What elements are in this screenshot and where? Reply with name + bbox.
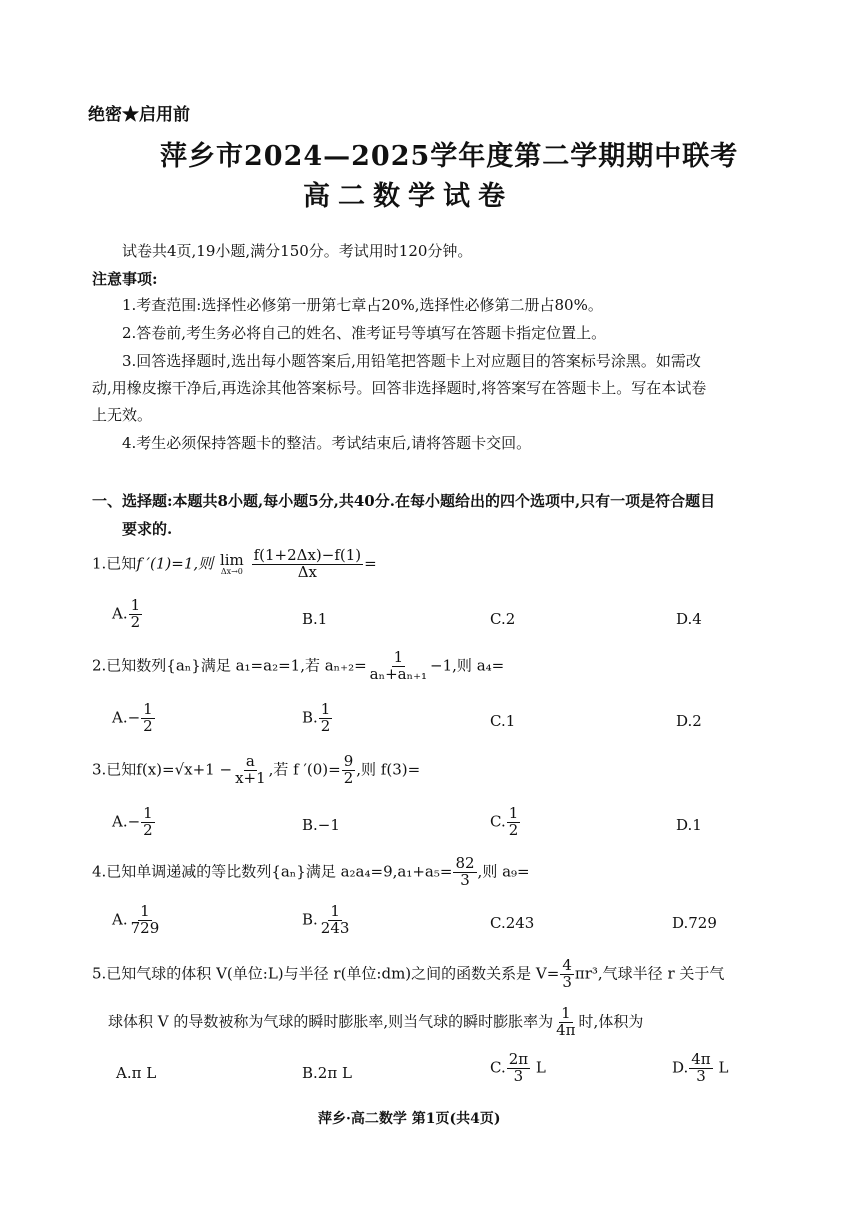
page-footer: 萍乡·高二数学 第1页(共4页) (318, 1111, 501, 1127)
option-den: 2 (143, 716, 153, 735)
q3-fraction-2 (342, 754, 356, 787)
q5-option-b: B.2π L (302, 1064, 352, 1082)
notice-item: 2.答卷前,考生务必将自己的姓名、准考证号等填写在答题卡指定位置上。 (122, 324, 607, 342)
q4-option-b (302, 904, 352, 937)
q2-fraction (368, 650, 429, 683)
notice-heading: 注意事项: (92, 270, 158, 288)
option-label: A.− (112, 812, 141, 831)
q5-line2: 球体积 V 的导数被称为气球的瞬时膨胀率,则当气球的瞬时膨胀率为 (108, 1012, 554, 1031)
option-den: 2 (320, 716, 331, 735)
q1-option-a (112, 598, 143, 631)
secret-label: 绝密★启用前 (88, 105, 190, 125)
option-den: 3 (513, 1066, 524, 1085)
question-5-cont (108, 1006, 643, 1039)
option-unit: L (718, 1058, 729, 1077)
q5-option-c (490, 1052, 546, 1085)
q3-text-tail: ,则 f(3)= (356, 760, 421, 779)
option-unit: L (535, 1058, 546, 1077)
q5-den2: 4π (556, 1020, 576, 1039)
option-num: 1 (320, 700, 331, 718)
q5-fraction-2 (554, 1006, 577, 1039)
q1-num: f(1+2Δx)−f(1) (253, 546, 362, 564)
option-fraction (141, 806, 155, 839)
q5-fraction (560, 958, 574, 991)
q3-option-d: D.1 (676, 816, 702, 834)
option-den: 3 (696, 1066, 706, 1085)
notice-item: 1.考查范围:选择性必修第一册第七章占20%,选择性必修第二册占80%。 (122, 296, 603, 314)
q2-text-tail: −1,则 a₄= (430, 656, 505, 675)
q1-option-d: D.4 (676, 610, 702, 628)
option-fraction (507, 806, 521, 839)
exam-intro: 试卷共4页,19小题,满分150分。考试用时120分钟。 (122, 242, 473, 260)
exam-title: 萍乡市2024—2025学年度第二学期期中联考 (160, 141, 739, 172)
exam-subtitle: 高二数学试卷 (303, 181, 513, 212)
option-den: 2 (508, 820, 519, 839)
option-den: 2 (143, 820, 153, 839)
q5-option-d (672, 1052, 728, 1085)
q1-option-c: C.2 (490, 610, 516, 628)
q2-option-c: C.1 (490, 712, 516, 730)
option-num: 1 (508, 804, 519, 822)
option-label: C. (490, 812, 506, 831)
q1-den: Δx (297, 562, 317, 581)
q3-option-a (112, 806, 156, 839)
q3-option-b: B.−1 (302, 816, 340, 834)
q3-fraction (233, 754, 268, 787)
option-num: 2π (508, 1050, 529, 1068)
option-label: B. (302, 708, 318, 727)
option-den: 243 (320, 918, 350, 937)
option-label: A. (112, 604, 128, 623)
q1-limit (219, 550, 244, 576)
q5-num2: 1 (561, 1004, 571, 1022)
option-num: 1 (330, 902, 340, 920)
q1-prefix: 1.已知 (92, 554, 137, 573)
question-2 (92, 650, 504, 683)
q1-lim: lim (219, 550, 244, 569)
q1-tail: = (364, 554, 377, 573)
question-1 (92, 548, 377, 581)
q4-option-d: D.729 (672, 914, 717, 932)
option-label: D. (672, 1058, 689, 1077)
q3-text-mid: ,若 f ′(0)= (268, 760, 341, 779)
option-fraction (129, 598, 143, 631)
q5-text: 5.已知气球的体积 V(单位:L)与半径 r(单位:dm)之间的函数关系是 V= (92, 964, 560, 983)
q1-lim-sub: Δx→0 (220, 566, 243, 576)
q5-den: 3 (562, 972, 572, 991)
q3-text: 3.已知f(x)=√x+1 − (92, 760, 233, 779)
option-num: 1 (140, 902, 150, 920)
option-fraction (507, 1052, 530, 1085)
q4-text: 4.已知单调递减的等比数列{aₙ}满足 a₂a₄=9,a₁+a₅= (92, 862, 453, 881)
notice-item: 动,用橡皮擦干净后,再选涂其他答案标号。回答非选择题时,将答案写在答题卡上。写在本试卷 (92, 379, 707, 397)
q4-text-tail: ,则 a₉= (477, 862, 530, 881)
q1-condition: f ′(1)=1,则 (136, 554, 214, 573)
option-fraction (141, 702, 155, 735)
q5-text-tail: πr³,气球半径 r 关于气 (574, 964, 725, 983)
notice-item: 4.考生必须保持答题卡的整洁。考试结束后,请将答题卡交回。 (122, 434, 532, 452)
q2-option-a (112, 702, 156, 735)
section-heading: 一、选择题:本题共8小题,每小题5分,共40分.在每小题给出的四个选项中,只有一项是符合题目 (92, 492, 716, 510)
option-label: B. (302, 910, 318, 929)
q4-den: 3 (460, 870, 470, 889)
q2-option-b (302, 702, 333, 735)
option-den: 729 (130, 918, 160, 937)
option-label: A.− (112, 708, 141, 727)
q3-den: x+1 (235, 768, 266, 787)
option-num: 1 (130, 596, 141, 614)
q5-num: 4 (562, 956, 572, 974)
q3-den2: 2 (343, 768, 354, 787)
notice-item: 3.回答选择题时,选出每小题答案后,用铅笔把答题卡上对应题目的答案标号涂黑。如需改 (122, 352, 701, 370)
option-num: 4π (691, 1050, 711, 1068)
q5-line2-tail: 时,体积为 (578, 1012, 644, 1031)
question-3 (92, 754, 420, 787)
q2-num: 1 (393, 648, 404, 666)
option-fraction (129, 904, 162, 937)
q1-option-b: B.1 (302, 610, 328, 628)
option-den: 2 (130, 612, 141, 631)
q4-option-a (112, 904, 162, 937)
q2-text: 2.已知数列{aₙ}满足 a₁=a₂=1,若 aₙ₊₂= (92, 656, 367, 675)
q4-option-c: C.243 (490, 914, 535, 932)
option-fraction (319, 904, 352, 937)
q3-option-c (490, 806, 521, 839)
option-fraction (689, 1052, 712, 1085)
option-label: C. (490, 1058, 506, 1077)
option-label: A. (112, 910, 128, 929)
option-num: 1 (143, 700, 153, 718)
option-fraction (319, 702, 333, 735)
option-num: 1 (143, 804, 153, 822)
q3-num2: 9 (343, 752, 354, 770)
q1-fraction (252, 548, 364, 581)
notice-item: 上无效。 (92, 406, 153, 424)
question-4 (92, 856, 530, 889)
q5-option-a: A.π L (116, 1064, 157, 1082)
q2-option-d: D.2 (676, 712, 702, 730)
q4-num: 82 (455, 854, 475, 872)
q4-fraction (453, 856, 476, 889)
q3-num: a (245, 752, 255, 770)
question-5 (92, 958, 724, 991)
section-heading-cont: 要求的. (122, 520, 173, 538)
q2-den: aₙ+aₙ₊₁ (369, 664, 428, 683)
